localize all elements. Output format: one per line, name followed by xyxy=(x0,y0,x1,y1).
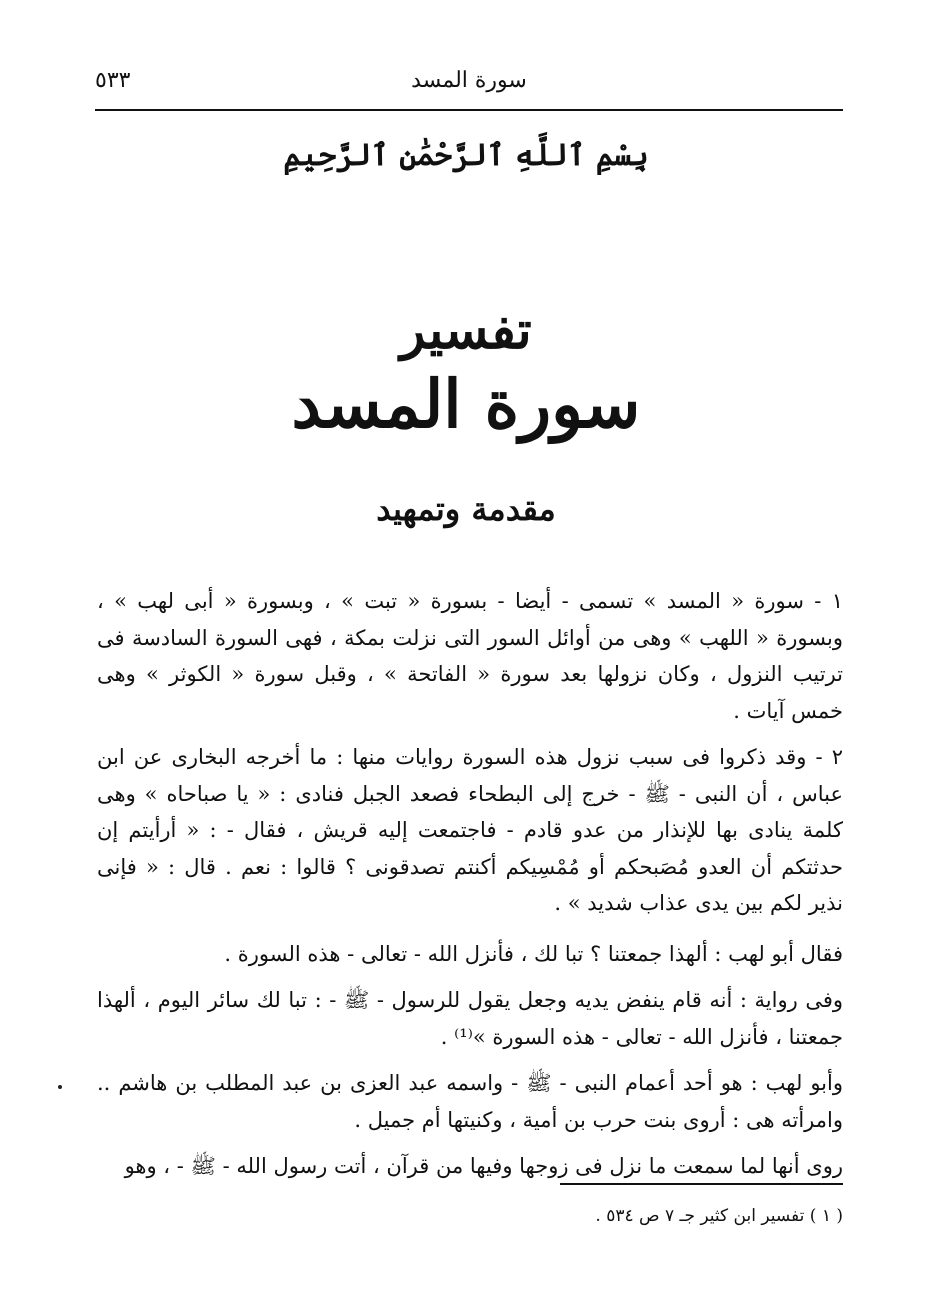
paragraph-3: فقال أبو لهب : ألهذا جمعتنا ؟ تبا لك ، فأنزل الله - تعالى - هذه السورة . xyxy=(224,941,843,966)
header-rule xyxy=(95,109,843,111)
body-text xyxy=(97,583,843,1195)
section-heading: مقدمة وتمهيد xyxy=(376,490,556,528)
running-title: سورة المسد xyxy=(411,68,527,93)
paragraph-4: وفى رواية : أنه قام ينفض يديه وجعل يقول للرسول - ﷺ - : تبا لك سائر اليوم ، ألهذا جمعتنا ، فأنزل الله - تعالى - هذه السورة »⁽¹⁾ . xyxy=(97,988,843,1049)
page-number: ٥٣٣ xyxy=(95,68,131,93)
paragraph-2: ٢ - وقد ذكروا فى سبب نزول هذه السورة روايات منها : ما أخرجه البخارى عن ابن عباس ، أن النبى - ﷺ - خرج إلى البطحاء فصعد الجبل فنادى : « يا صباحاه » وهى كلمة ينادى بها للإنذار من عدو قادم - فاجتمعت إليه قريش ، فقال - : « أرأيتم إن حدثتكم أن العدو مُصَبحكم أو مُمْسِيكم أكنتم تصدقونى ؟ قالوا : نعم . قال : « فإنى نذير لكم بين يدى عذاب شديد » . xyxy=(97,745,843,915)
scan-mark xyxy=(58,1085,62,1089)
paragraph-1: ١ - سورة « المسد » تسمى - أيضا - بسورة « تبت » ، وبسورة « أبى لهب » ، وبسورة « اللهب » وهى من أوائل السور التى نزلت بمكة ، فهى السورة السادسة فى ترتيب النزول ، وكان نزولها بعد سورة « الفاتحة » ، وقبل سورة « الكوثر » وهى خمس آيات . xyxy=(97,589,843,723)
footnote-rule xyxy=(560,1183,843,1185)
paragraph-5: وأبو لهب : هو أحد أعمام النبى - ﷺ - واسمه عبد العزى بن عبد المطلب بن هاشم .. وامرأته هى : أروى بنت حرب بن أمية ، وكنيتها أم جميل . xyxy=(97,1071,843,1132)
title-line1: تفسير xyxy=(400,300,532,361)
footnote: ( ١ ) تفسير ابن كثير جـ ٧ ص ٥٣٤ . xyxy=(595,1206,843,1226)
title-line2: سورة المسد xyxy=(291,365,641,443)
paragraph-6: روى أنها لما سمعت ما نزل فى زوجها وفيها من قرآن ، أتت رسول الله - ﷺ - ، وهو xyxy=(124,1154,843,1178)
page-header xyxy=(95,62,843,102)
basmala: بِسْمِ ٱللَّهِ ٱلرَّحْمَٰنِ ٱلرَّحِيمِ xyxy=(283,138,649,173)
